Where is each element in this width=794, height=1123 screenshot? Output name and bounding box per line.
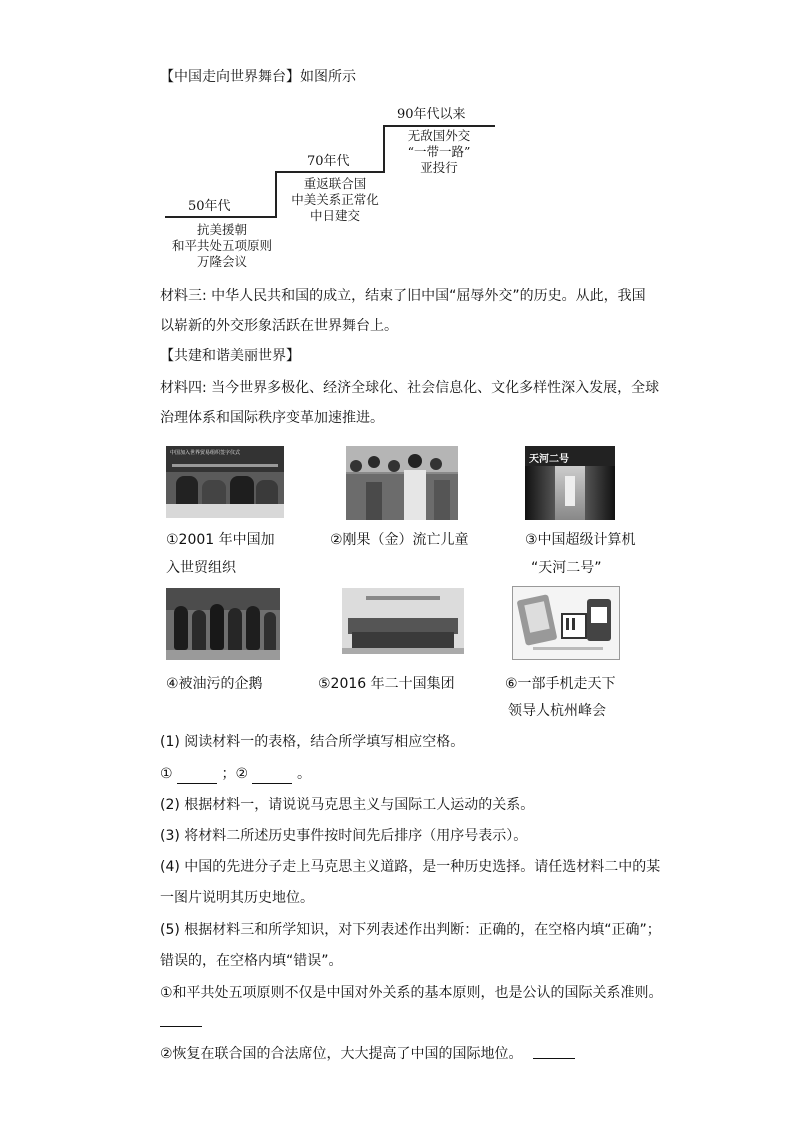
question-1: (1) 阅读材料一的表格，结合所学填写相应空格。 [160,734,465,750]
era-label-50s: 50年代 [188,199,231,214]
era-items-50s [168,222,276,270]
material-3-line-1: 材料三: 中华人民共和国的成立，结束了旧中国“屈辱外交”的历史。从此，我国 [160,288,646,304]
caption-photo-1-line-1: ①2001 年中国加 [166,532,275,548]
question-4-line-1: (4) 中国的先进分子走上马克思主义道路，是一种历史选择。请任选材料二中的某 [160,859,661,875]
photo-mobile-payment [512,586,620,660]
statement-2: ②恢复在联合国的合法席位，大大提高了中国的国际地位。 [160,1046,523,1062]
material-4-line-2: 治理体系和国际秩序变革加速推进。 [160,410,384,426]
item: 抗美援朝 [196,222,247,237]
caption-photo-5-line-1: ⑤2016 年二十国集团 [318,676,455,692]
photo-oiled-penguins [166,588,280,660]
section-title-harmonious-world: 【共建和谐美丽世界】 [160,348,300,364]
photo-wto-accession [166,446,284,518]
answer-blank-1[interactable] [177,769,217,784]
item: 无敌国外交 [407,128,471,143]
era-label-90s: 90年代以来 [397,107,466,122]
photo-tianhe-2-supercomputer [525,446,615,520]
item: 万隆会议 [196,254,247,269]
era-items-90s [385,128,493,176]
photo-label-text: 天河二号 [529,454,569,465]
photo-g20-hangzhou-summit [342,588,464,654]
section-title-world-stage: 【中国走向世界舞台】如图所示 [160,69,356,85]
item: 中美关系正常化 [291,192,379,207]
caption-photo-3-line-1: ③中国超级计算机 [525,532,636,548]
statement-2-answer-blank[interactable] [533,1058,575,1059]
caption-photo-6-line-2: 领导人杭州峰会 [508,703,606,719]
question-1-answer-line [160,764,311,784]
caption-photo-3-line-2: “天河二号” [531,560,602,576]
blank-label-2: ；② [221,766,249,782]
photo-banner-text: 中国加入世界贸易组织签字仪式 [170,450,241,456]
question-5-line-2: 错误的，在空格内填“错误”。 [160,953,343,969]
caption-photo-2-line-1: ②刚果（金）流亡儿童 [330,532,469,548]
caption-photo-6-line-1: ⑥一部手机走天下 [505,676,616,692]
era-items-70s [281,176,389,224]
material-4-line-1: 材料四: 当今世界多极化、经济全球化、社会信息化、文化多样性深入发展，全球 [160,380,660,396]
question-3: (3) 将材料二所述历史事件按时间先后排序（用序号表示）。 [160,828,528,844]
material-3-line-2: 以崭新的外交形象活跃在世界舞台上。 [160,318,398,334]
statement-1: ①和平共处五项原则不仅是中国对外关系的基本原则，也是公认的国际关系准则。 [160,985,663,1001]
blank-label-1: ① [160,766,173,782]
item: 和平共处五项原则 [171,238,272,253]
question-4-line-2: 一图片说明其历史地位。 [160,890,314,906]
caption-photo-4-line-1: ④被油污的企鹅 [166,676,263,692]
question-5-line-1: (5) 根据材料三和所学知识，对下列表述作出判断：正确的，在空格内填“正确”； [160,922,661,938]
photo-congo-children [346,446,458,520]
question-2: (2) 根据材料一，请说说马克思主义与国际工人运动的关系。 [160,797,535,813]
item: 中日建交 [309,208,360,223]
answer-blank-2[interactable] [252,769,292,784]
item: 亚投行 [420,160,458,175]
item: “一带一路” [407,144,471,159]
era-label-70s: 70年代 [307,154,350,169]
item: 重返联合国 [303,176,367,191]
statement-1-answer-blank[interactable] [160,1026,202,1027]
blank-end: 。 [296,766,311,782]
caption-photo-1-line-2: 入世贸组织 [166,560,236,576]
